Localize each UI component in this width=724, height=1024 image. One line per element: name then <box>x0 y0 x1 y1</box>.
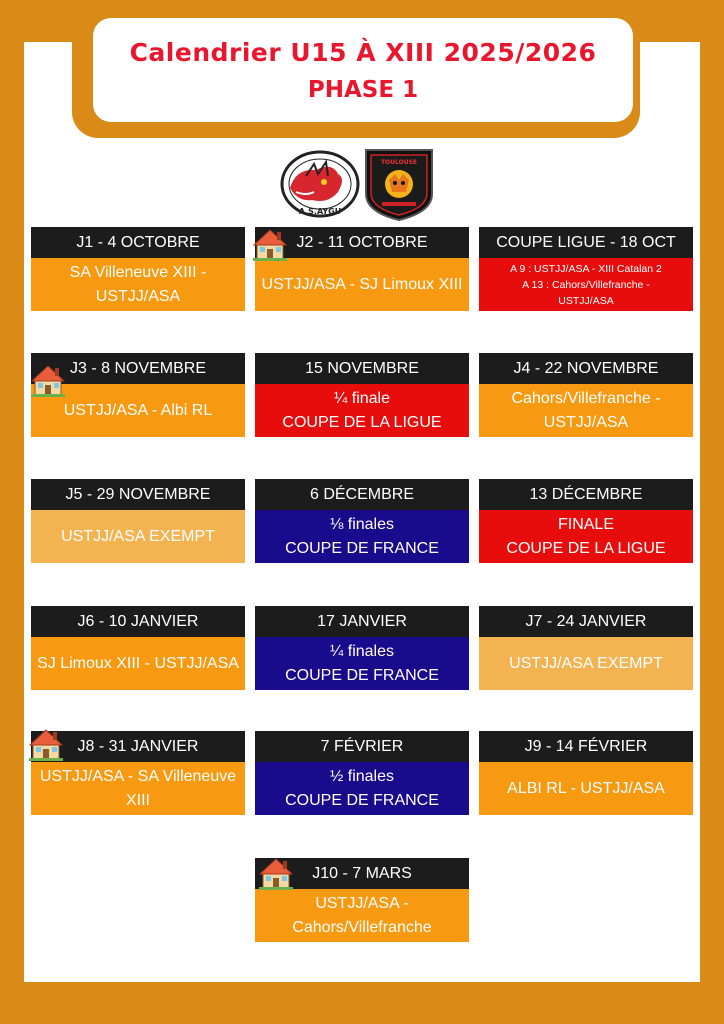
match-date-header: J1 - 4 OCTOBRE <box>31 227 245 258</box>
match-detail-line: USTJJ/ASA - SA Villeneuve <box>39 767 237 785</box>
match-detail-line: USTJJ/ASA EXEMPT <box>61 527 215 545</box>
home-game-icon <box>251 225 289 263</box>
match-date-header: J7 - 24 JANVIER <box>479 606 693 637</box>
match-date-header: 6 DÉCEMBRE <box>255 479 469 510</box>
match-detail-line: Cahors/Villefranche <box>292 918 432 936</box>
match-card <box>479 606 693 690</box>
match-detail-line: USTJJ/ASA <box>95 287 181 305</box>
match-card <box>255 227 469 311</box>
match-detail-line: USTJJ/ASA - <box>315 894 409 912</box>
match-detail-line: COUPE DE LA LIGUE <box>282 413 442 431</box>
match-date-header: J2 - 11 OCTOBRE <box>255 227 469 258</box>
match-details <box>479 762 693 815</box>
match-date-header: J5 - 29 NOVEMBRE <box>31 479 245 510</box>
match-detail-line: USTJJ/ASA <box>543 413 629 431</box>
match-detail-line: ⅛ finales <box>329 515 395 533</box>
home-game-icon <box>29 361 67 399</box>
match-date-header: 17 JANVIER <box>255 606 469 637</box>
match-card <box>255 731 469 815</box>
match-detail-line: A 13 : Cahors/Villefranche - <box>522 278 650 291</box>
match-details <box>255 384 469 437</box>
match-card <box>479 731 693 815</box>
match-detail-line: ¼ finale <box>333 389 391 407</box>
match-card <box>31 479 245 563</box>
match-detail-line: USTJJ/ASA - Albi RL <box>63 401 213 419</box>
match-detail-line: ALBI RL - USTJJ/ASA <box>507 779 665 797</box>
match-details <box>255 637 469 690</box>
match-details <box>255 889 469 942</box>
match-details <box>479 384 693 437</box>
match-details <box>31 258 245 311</box>
match-detail-line: USTJJ/ASA <box>558 294 614 307</box>
toulouse-club-logo <box>362 144 436 222</box>
match-detail-line: FINALE <box>557 515 614 533</box>
match-card <box>31 731 245 815</box>
home-game-icon <box>27 725 65 763</box>
match-details <box>31 762 245 815</box>
match-detail-line: COUPE DE FRANCE <box>285 666 439 684</box>
match-details <box>31 510 245 563</box>
toulouse-logo-text: TOULOUSE <box>380 159 418 166</box>
match-card <box>479 227 693 311</box>
match-detail-line: SA Villeneuve XIII - <box>69 263 207 281</box>
match-card <box>255 858 469 942</box>
asa-club-logo <box>276 148 362 220</box>
match-date-header: J10 - 7 MARS <box>255 858 469 889</box>
match-detail-line: USTJJ/ASA - SJ Limoux XIII <box>261 275 463 293</box>
match-date-header: J3 - 8 NOVEMBRE <box>31 353 245 384</box>
match-card <box>31 227 245 311</box>
asa-logo-text: A.S.AYGU <box>298 207 342 216</box>
match-details <box>479 258 693 311</box>
match-details <box>255 510 469 563</box>
match-date-header: 15 NOVEMBRE <box>255 353 469 384</box>
match-date-header: J8 - 31 JANVIER <box>31 731 245 762</box>
match-date-header: J9 - 14 FÉVRIER <box>479 731 693 762</box>
match-detail-line: COUPE DE FRANCE <box>285 791 439 809</box>
match-detail-line: ¼ finales <box>329 642 395 660</box>
home-game-icon <box>257 854 295 892</box>
match-card <box>255 353 469 437</box>
match-detail-line: SJ Limoux XIII - USTJJ/ASA <box>37 654 239 672</box>
match-details <box>31 637 245 690</box>
match-details <box>479 637 693 690</box>
match-details <box>479 510 693 563</box>
match-date-header: J6 - 10 JANVIER <box>31 606 245 637</box>
match-details <box>255 258 469 311</box>
title-box <box>93 18 633 122</box>
match-card <box>479 353 693 437</box>
match-date-header: 13 DÉCEMBRE <box>479 479 693 510</box>
match-card <box>255 606 469 690</box>
match-detail-line: COUPE DE LA LIGUE <box>506 539 666 557</box>
match-details <box>255 762 469 815</box>
match-card <box>479 479 693 563</box>
match-card <box>255 479 469 563</box>
match-date-header: 7 FÉVRIER <box>255 731 469 762</box>
match-date-header: J4 - 22 NOVEMBRE <box>479 353 693 384</box>
club-logos <box>276 142 456 222</box>
match-detail-line: COUPE DE FRANCE <box>285 539 439 557</box>
page-subtitle: PHASE 1 <box>307 76 419 103</box>
match-card <box>31 606 245 690</box>
match-card <box>31 353 245 437</box>
match-detail-line: XIII <box>125 791 150 809</box>
match-detail-line: Cahors/Villefranche - <box>511 389 661 407</box>
match-detail-line: ½ finales <box>329 767 395 785</box>
match-detail-line: USTJJ/ASA EXEMPT <box>509 654 663 672</box>
match-detail-line: A 9 : USTJJ/ASA - XIII Catalan 2 <box>510 262 662 275</box>
page-title: Calendrier U15 À XIII 2025/2026 <box>129 37 597 67</box>
match-date-header: COUPE LIGUE - 18 OCT <box>479 227 693 258</box>
